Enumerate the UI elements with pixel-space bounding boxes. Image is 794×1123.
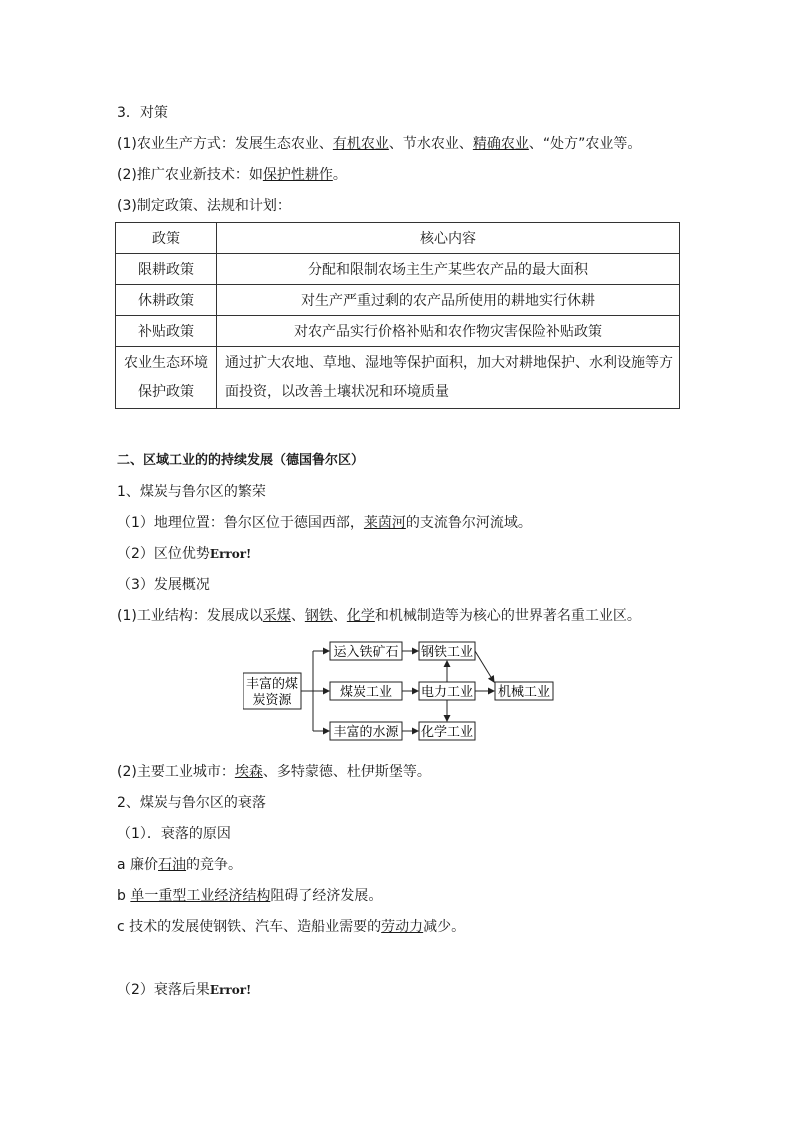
underlined-term: 化学 <box>346 608 375 624</box>
arrow <box>475 651 494 682</box>
industry-flowchart <box>243 641 555 747</box>
section-3-title: 3．对策 <box>117 105 168 121</box>
text: (2)推广农业新技术：如 <box>117 167 263 183</box>
text: 、“处方”农业等。 <box>528 136 642 152</box>
industrial-cities <box>117 763 431 781</box>
policy-content: 对农产品实行价格补贴和农作物灾害保险补贴政策 <box>217 316 680 347</box>
underlined-term: 精确农业 <box>472 136 529 152</box>
text: 、 <box>290 608 305 624</box>
policy-name: 补贴政策 <box>116 316 217 347</box>
text: a 廉价 <box>117 857 159 873</box>
policy-name <box>116 347 217 409</box>
text: 的支流鲁尔河流域。 <box>405 515 532 531</box>
text: c 技术的发展使钢铁、汽车、造船业需要的 <box>117 919 382 935</box>
underlined-term: 采煤 <box>262 608 291 624</box>
policy-content: 对生产严重过剩的农产品所使用的耕地实行休耕 <box>217 285 680 316</box>
node-power: 电力工业 <box>420 685 474 700</box>
policy-content <box>217 347 680 409</box>
text: (2)主要工业城市： <box>117 764 235 780</box>
node-coal-industry: 煤炭工业 <box>339 685 393 700</box>
text: （2）衰落后果 <box>117 982 210 998</box>
underlined-term: 石油 <box>158 857 187 873</box>
decline-reason-label: （1）．衰落的原因 <box>117 826 231 842</box>
reason-a <box>117 856 242 874</box>
policy-name-line: 农业生态环境 <box>124 354 208 371</box>
industry-structure <box>117 607 641 625</box>
policy-content-line: 面投资，以改善土壤状况和环境质量 <box>225 383 449 400</box>
text: 阻碍了经济发展。 <box>270 888 383 904</box>
policy-table <box>115 222 680 409</box>
decline-consequence <box>117 981 251 999</box>
underlined-term: 埃森 <box>234 764 263 780</box>
table-row <box>116 254 680 285</box>
reason-c <box>117 918 465 936</box>
location-advantage <box>117 545 251 563</box>
policy-content: 分配和限制农场主生产某些农产品的最大面积 <box>217 254 680 285</box>
underlined-term: 保护性耕作 <box>262 167 333 183</box>
text: （1）地理位置：鲁尔区位于德国西部， <box>117 515 364 531</box>
underlined-term: 有机农业 <box>332 136 389 152</box>
text: (1)工业结构：发展成以 <box>117 608 263 624</box>
policy-name: 限耕政策 <box>116 254 217 285</box>
measure-farming-mode <box>117 135 641 153</box>
measure-new-tech <box>117 166 347 184</box>
text: 减少。 <box>423 919 466 935</box>
subsection-title: 2、煤炭与鲁尔区的衰落 <box>117 795 266 811</box>
text: b <box>117 888 131 904</box>
node-steel: 钢铁工业 <box>420 645 474 660</box>
section-heading: 二、区域工业的的持续发展（德国鲁尔区） <box>117 453 365 468</box>
table-header-row <box>116 223 680 254</box>
underlined-term: 莱茵河 <box>363 515 406 531</box>
node-water: 丰富的水源 <box>333 725 399 740</box>
geo-location <box>117 514 532 532</box>
underlined-term: 劳动力 <box>381 919 424 935</box>
underlined-term: 单一重型工业经济结构 <box>130 888 271 904</box>
measure-policy: (3)制定政策、法规和计划： <box>117 198 291 214</box>
text: 的竞争。 <box>186 857 243 873</box>
policy-name-line: 保护政策 <box>138 383 194 400</box>
error-text: Error! <box>209 547 252 561</box>
text: 、 <box>332 608 347 624</box>
table-row <box>116 347 680 409</box>
text: （2）区位优势 <box>117 546 210 562</box>
subsection-title: 1、煤炭与鲁尔区的繁荣 <box>117 484 266 500</box>
error-text: Error! <box>209 983 252 997</box>
development-label: （3）发展概况 <box>117 577 210 593</box>
text: 、节水农业、 <box>388 136 473 152</box>
source-label-line2: 炭资源 <box>252 693 292 708</box>
header-policy: 政策 <box>116 223 217 254</box>
table-row <box>116 285 680 316</box>
source-label-line1: 丰富的煤 <box>245 677 299 692</box>
text: 和机械制造等为核心的世界著名重工业区。 <box>374 608 641 624</box>
table-row <box>116 316 680 347</box>
header-content: 核心内容 <box>217 223 680 254</box>
policy-name: 休耕政策 <box>116 285 217 316</box>
text: 、多特蒙德、杜伊斯堡等。 <box>262 764 431 780</box>
reason-b <box>117 887 382 905</box>
text: 。 <box>332 167 347 183</box>
node-machinery: 机械工业 <box>497 685 551 700</box>
underlined-term: 钢铁 <box>304 608 333 624</box>
node-chemical: 化学工业 <box>420 725 474 740</box>
node-iron-ore: 运入铁矿石 <box>333 645 399 660</box>
text: (1)农业生产方式：发展生态农业、 <box>117 136 333 152</box>
policy-content-line: 通过扩大农地、草地、湿地等保护面积，加大对耕地保护、水利设施等方 <box>225 354 673 371</box>
